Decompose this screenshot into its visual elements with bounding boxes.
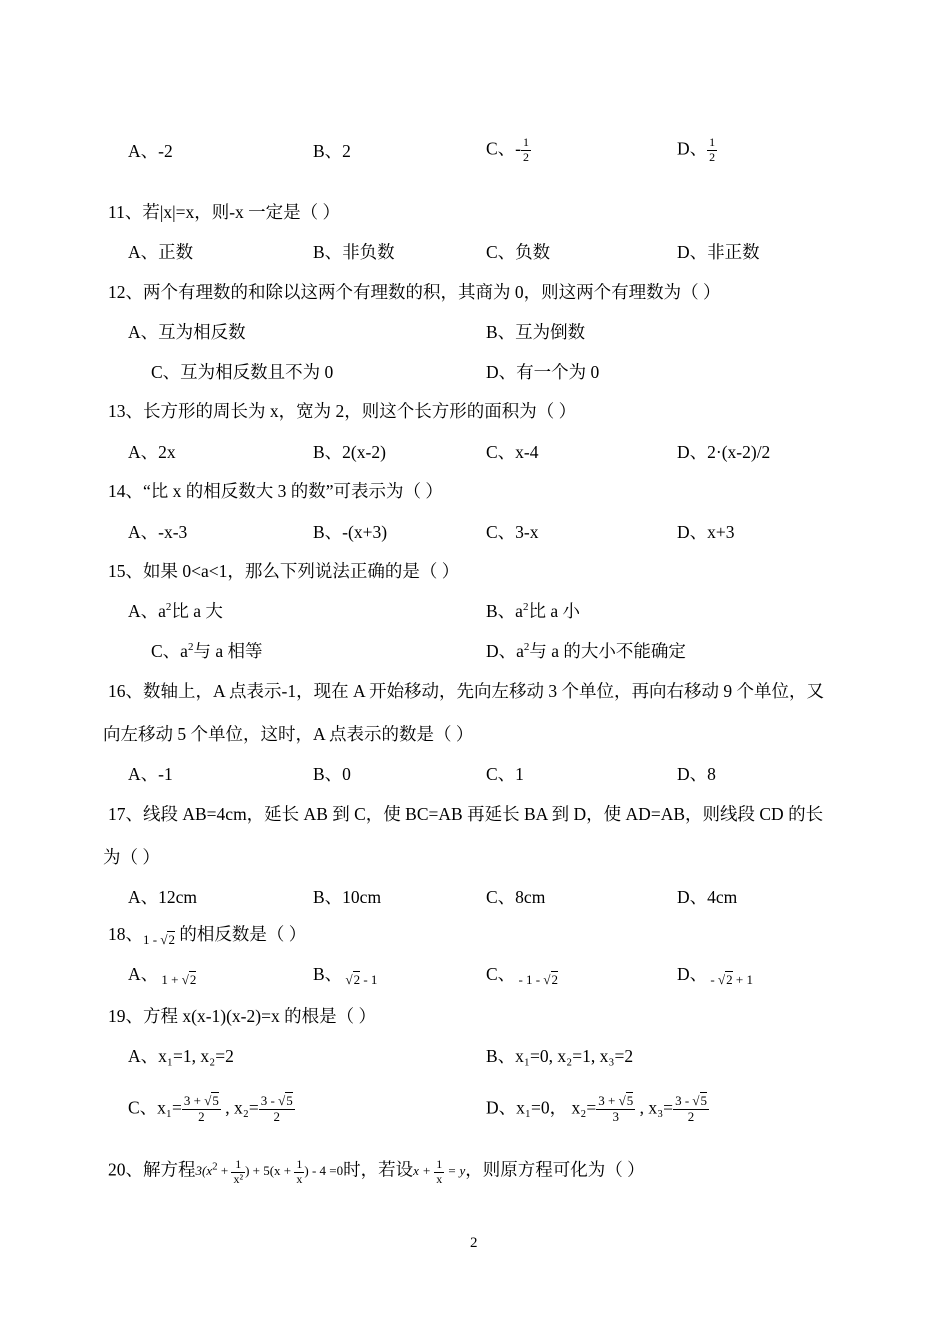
q18-option-a: A、 $_{1 + √2}$: [128, 964, 197, 987]
q19-stem: 19、方程 x(x-1)(x-2)=x 的根是（ ）: [108, 1006, 376, 1026]
q18-stem: 18、$_{1 - √2}$ 的相反数是（ ）: [108, 924, 307, 947]
q12-option-a: A、互为相反数: [128, 322, 246, 342]
q14-option-a: A、-x-3: [128, 522, 188, 542]
q19-option-d: D、x₁=0， x₂= $\frac{3 + √5}{3}$ , x₃= $\frac{3 - √5}{2}$: [486, 1093, 708, 1124]
q18-option-d: D、 $_{- √2 + 1}$: [677, 964, 753, 987]
q17-option-b: B、10cm: [313, 887, 382, 907]
q16-option-a: A、-1: [128, 764, 173, 784]
q13-option-a: A、2x: [128, 442, 176, 462]
q10-option-a: A、-2: [128, 141, 173, 161]
q16-stem-line2: 向左移动 5 个单位，这时，A 点表示的数是（ ）: [103, 724, 474, 744]
q20-stem: 20、解方程$3(x^2$ + $\frac{1}{\text{x²}}$ ) + 5(x + $\frac{1}{x}$ ) - 4 =0时，若设x + $\frac{1}{x}$ = y，则原方程可化为（ ）: [108, 1157, 645, 1186]
q17-option-a: A、12cm: [128, 887, 198, 907]
q16-option-b: B、0: [313, 764, 351, 784]
q14-option-d: D、x+3: [677, 522, 735, 542]
q14-stem: 14、“比 x 的相反数大 3 的数”可表示为（ ）: [108, 481, 443, 501]
q12-option-b: B、互为倒数: [486, 322, 586, 342]
q13-stem: 13、长方形的周长为 x，宽为 2，则这个长方形的面积为（ ）: [108, 401, 577, 421]
q13-option-d: D、2·(x-2)/2: [677, 442, 771, 462]
q10-option-b: B、2: [313, 141, 351, 161]
q13-option-b: B、2(x-2): [313, 442, 386, 462]
q17-option-d: D、4cm: [677, 887, 738, 907]
q15-option-c: C、$a^2$与 a 相等: [151, 640, 263, 661]
q14-option-c: C、3-x: [486, 522, 539, 542]
q15-option-b: B、$a^2$比 a 小: [486, 600, 580, 621]
q12-option-c: C、互为相反数且不为 0: [151, 362, 334, 382]
q14-option-b: B、-(x+3): [313, 522, 388, 542]
q17-stem-line2: 为（ ）: [103, 847, 160, 867]
q13-option-c: C、x-4: [486, 442, 539, 462]
q11-option-d: D、非正数: [677, 242, 760, 262]
q15-stem: 15、如果 0<a<1，那么下列说法正确的是（ ）: [108, 561, 460, 581]
q18-option-c: C、 $_{- 1 - √2}$: [486, 964, 558, 987]
q11-option-b: B、非负数: [313, 242, 395, 262]
q17-stem-line1: 17、线段 AB=4cm，延长 AB 到 C，使 BC=AB 再延长 BA 到 D，使 AD=AB，则线段 CD 的长: [108, 804, 824, 824]
page-number: 2: [470, 1235, 478, 1251]
q11-option-c: C、负数: [486, 242, 551, 262]
q15-option-a: A、$a^2$比 a 大: [128, 600, 223, 621]
q18-option-b: B、 $_{√2 - 1}$: [313, 964, 378, 987]
q11-option-a: A、正数: [128, 242, 194, 262]
q17-option-c: C、8cm: [486, 887, 546, 907]
q12-option-d: D、有一个为 0: [486, 362, 600, 382]
q10-option-d: D、 $\frac{1}{2}$: [677, 135, 716, 164]
q16-option-d: D、8: [677, 764, 716, 784]
q10-option-c: C、- $\frac{1}{2}$: [486, 135, 529, 164]
q15-option-d: D、$a^2$与 a 的大小不能确定: [486, 640, 686, 661]
q19-option-a: A、x₁=1, x₂=2: [128, 1046, 234, 1066]
q19-option-c: C、x₁= $\frac{3 + √5}{2}$ , x₂= $\frac{3 - √5}{2}$: [128, 1093, 293, 1124]
q16-option-c: C、1: [486, 764, 524, 784]
q12-stem: 12、两个有理数的和除以这两个有理数的积，其商为 0，则这两个有理数为（ ）: [108, 282, 721, 302]
q11-stem: 11、若|x|=x，则-x 一定是（ ）: [108, 202, 341, 222]
q16-stem-line1: 16、数轴上，A 点表示-1，现在 A 开始移动，先向左移动 3 个单位，再向右移动 9 个单位，又: [108, 681, 825, 701]
q19-option-b: B、x₁=0, x₂=1, x₃=2: [486, 1046, 634, 1066]
